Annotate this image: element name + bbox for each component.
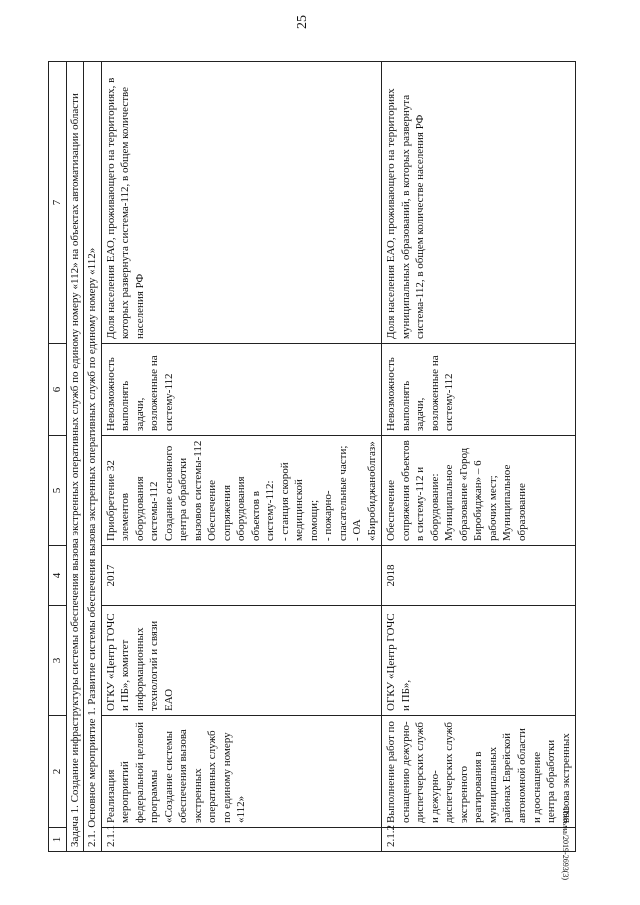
header-col-5: 5: [49, 436, 67, 546]
header-col-2: 2: [49, 716, 67, 828]
row-number: 2.1.2: [382, 828, 576, 852]
table-stage: [48, 62, 608, 852]
header-col-3: 3: [49, 606, 67, 716]
row-executor: ОГКУ «Центр ГОЧС и ПБ», комитет информационных технологий и связи ЕАО: [101, 606, 382, 716]
program-table: [48, 61, 576, 852]
footer-document-code: Письма/2019-2693(3): [561, 808, 570, 881]
header-col-1: 1: [49, 828, 67, 852]
row-consequence: Невозможность выполнять задачи, возложенные на систему-112: [101, 344, 382, 436]
row-year: 2017: [101, 546, 382, 606]
row-year: 2018: [382, 546, 576, 606]
header-row: [49, 62, 67, 852]
measure-title: 2.1. Основное мероприятие 1. Развитие системы обеспечения вызова экстренных оперативных служб по единому номеру «112»: [84, 62, 102, 852]
task-title: Задача 1. Создание инфраструктуры системы обеспечения вызова экстренных оперативных служб по единому номеру «112» на объектах автоматизации области: [66, 62, 84, 852]
row-consequence: Невозможность выполнять задачи, возложенные на систему-112: [382, 344, 576, 436]
header-col-4: 4: [49, 546, 67, 606]
measure-row: [84, 62, 102, 852]
row-name: Выполнение работ по оснащению дежурно-диспетчерских служб и дежурно-диспетчерских служб экстренного реагирования в муниципальных районах Еврейской автономной области и дооснащение центра обработки вызова экстренных: [382, 716, 576, 828]
header-col-7: 7: [49, 62, 67, 344]
rotated-table-wrapper: [48, 62, 608, 852]
table-row: [101, 62, 382, 852]
header-col-6: 6: [49, 344, 67, 436]
table-row: [382, 62, 576, 852]
row-indicator: Доля населения ЕАО, проживающего на территориях, в которых развернута система-112, в общем количестве населения РФ: [101, 62, 382, 344]
row-name: Реализация мероприятий федеральной целевой программы «Создание системы обеспечения вызова экстренных оперативных служб по единому номеру «112»: [101, 716, 382, 828]
row-number: 2.1.1: [101, 828, 382, 852]
row-indicator: Доля населения ЕАО, проживающего на территориях муниципальных образований, в которых развернута система-112, в общем количестве населения РФ: [382, 62, 576, 344]
row-result: Обеспечение сопряжения объектов в систему-112 и оборудование: Муниципальное образование «Город Биробиджан» – 6 рабочих мест; Муниципальное образование: [382, 436, 576, 546]
row-executor: ОГКУ «Центр ГОЧС и ПБ»,: [382, 606, 576, 716]
page-number: 25: [295, 15, 310, 29]
row-result: Приобретение 32 элементов оборудования системы-112 Создание основного центра обработки вызовов системы-112 Обеспечение сопряжения оборудования объектов в систему-112: - станция скорой медицинской помощи; - пожарно-спасательные части; - ОА «Биробиджаноблгаз»: [101, 436, 382, 546]
task-row: [66, 62, 84, 852]
